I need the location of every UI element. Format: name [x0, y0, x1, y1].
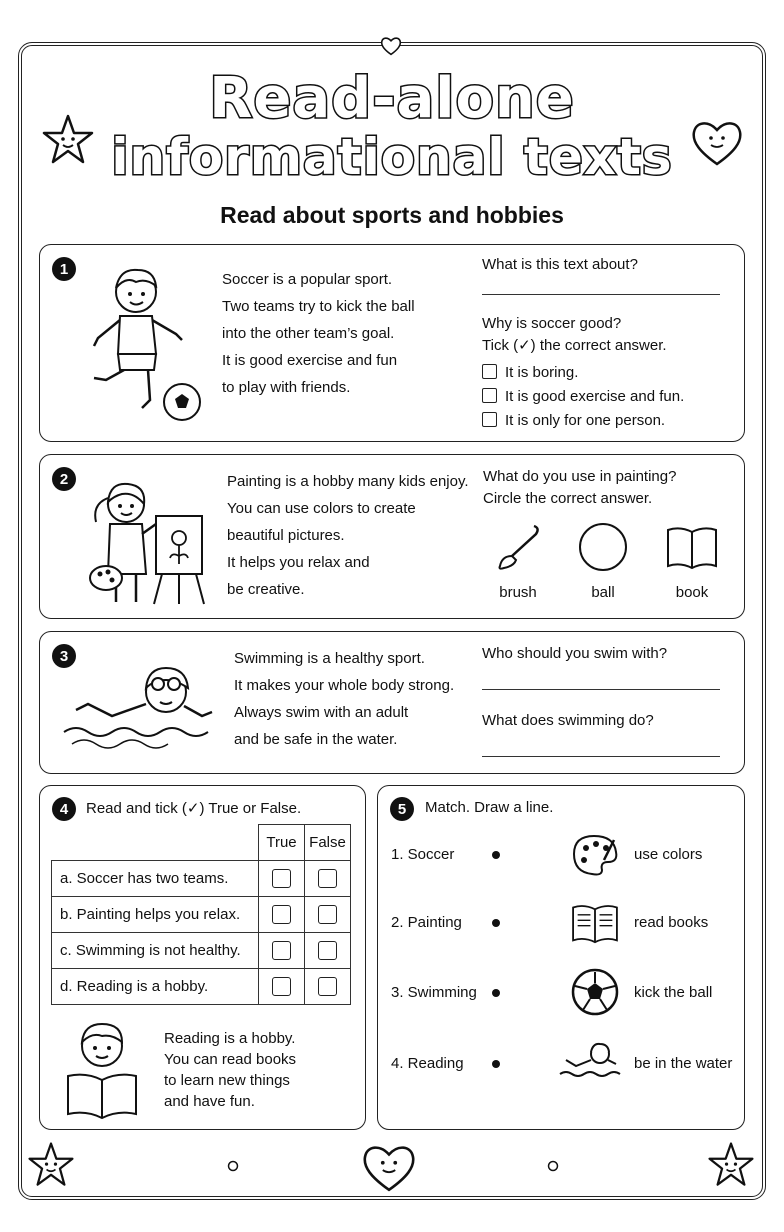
text-line: Swimming is a healthy sport. [234, 650, 425, 667]
column-header-false: False [305, 825, 351, 861]
choice-book-label: book [675, 584, 709, 601]
column-header-true: True [259, 825, 305, 861]
section-1-text [222, 266, 415, 401]
section-4-number: 4 [52, 797, 76, 821]
section-2-question: What do you use in painting? [483, 468, 677, 485]
decorative-circle-icon [227, 1160, 239, 1172]
page-subtitle: Read about sports and hobbies [220, 202, 564, 228]
painting-girl-illustration [82, 474, 212, 608]
text-line: and have fun. [164, 1093, 255, 1110]
section-5-number: 5 [390, 797, 414, 821]
checkbox[interactable] [482, 388, 497, 403]
section-1-instruction: Tick (✓) the correct answer. [482, 337, 667, 354]
checkbox[interactable] [318, 869, 337, 888]
match-dot[interactable] [492, 919, 500, 927]
true-cell[interactable] [259, 861, 305, 897]
table-corner [52, 825, 259, 861]
page-title-line2: informational texts [111, 128, 673, 186]
text-line: You can use colors to create [227, 500, 416, 517]
book-icon[interactable] [664, 524, 720, 570]
statement-cell: c. Swimming is not healthy. [52, 933, 259, 969]
false-cell[interactable] [305, 969, 351, 1005]
match-left-item: 4. Reading [391, 1055, 464, 1072]
true-false-table [51, 824, 351, 1005]
answer-line[interactable] [482, 689, 720, 690]
text-line: into the other team’s goal. [222, 325, 395, 342]
text-line: Painting is a hobby many kids enjoy. [227, 473, 469, 490]
section-1-question-2: Why is soccer good? [482, 315, 622, 332]
section-1-question-1: What is this text about? [482, 256, 638, 273]
option-checkbox-row[interactable] [482, 364, 578, 381]
star-doodle-icon [26, 1140, 76, 1190]
text-line: It is good exercise and fun [222, 352, 398, 369]
text-line: Reading is a hobby. [164, 1030, 296, 1047]
section-4-reading-text [164, 1028, 296, 1112]
table-row [52, 933, 351, 969]
swimming-boy-illustration [62, 654, 218, 754]
text-line: Two teams try to kick the ball [222, 298, 415, 315]
text-line: to play with friends. [222, 379, 351, 396]
option-checkbox-row[interactable] [482, 412, 665, 429]
section-2-number: 2 [52, 467, 76, 491]
checkbox[interactable] [318, 977, 337, 996]
section-3-text [234, 645, 454, 753]
checkbox[interactable] [272, 977, 291, 996]
brush-icon[interactable] [494, 522, 542, 572]
page-title-line1: Read-alone [209, 66, 575, 131]
checkbox[interactable] [482, 412, 497, 427]
soccer-ball-icon [571, 968, 619, 1016]
text-line: be creative. [227, 581, 305, 598]
true-cell[interactable] [259, 933, 305, 969]
true-cell[interactable] [259, 969, 305, 1005]
choice-ball-label: ball [591, 584, 615, 601]
false-cell[interactable] [305, 897, 351, 933]
section-5-heading: Match. Draw a line. [425, 799, 554, 816]
checkbox[interactable] [272, 905, 291, 924]
swimmer-icon [558, 1038, 622, 1084]
match-right-item: read books [634, 914, 709, 931]
section-1-number: 1 [52, 257, 76, 281]
checkbox[interactable] [482, 364, 497, 379]
false-cell[interactable] [305, 861, 351, 897]
section-2-text [227, 468, 469, 603]
text-line: Soccer is a popular sport. [222, 271, 393, 288]
statement-cell: b. Painting helps you relax. [52, 897, 259, 933]
open-book-icon [569, 902, 621, 944]
text-line: and be safe in the water. [234, 731, 398, 748]
table-row [52, 861, 351, 897]
section-4-heading: Read and tick (✓) True or False. [86, 800, 302, 817]
option-label: It is good exercise and fun. [505, 388, 685, 405]
small-heart-icon [380, 36, 402, 56]
true-cell[interactable] [259, 897, 305, 933]
match-dot[interactable] [492, 989, 500, 997]
section-2-instruction: Circle the correct answer. [483, 490, 653, 507]
section-3-number: 3 [52, 644, 76, 668]
text-line: It helps you relax and [227, 554, 370, 571]
star-doodle-icon [706, 1140, 756, 1190]
text-line: to learn new things [164, 1072, 290, 1089]
option-label: It is boring. [505, 364, 579, 381]
table-row [52, 897, 351, 933]
text-line: beautiful pictures. [227, 527, 345, 544]
option-checkbox-row[interactable] [482, 388, 684, 405]
table-row [52, 969, 351, 1005]
soccer-boy-illustration [88, 262, 198, 422]
checkbox[interactable] [318, 905, 337, 924]
text-line: You can read books [164, 1051, 297, 1068]
false-cell[interactable] [305, 933, 351, 969]
section-3-question-2: What does swimming do? [482, 712, 654, 729]
statement-cell: d. Reading is a hobby. [52, 969, 259, 1005]
text-line: Always swim with an adult [234, 704, 409, 721]
option-label: It is only for one person. [505, 412, 666, 429]
reading-boy-illustration [64, 1018, 142, 1118]
checkbox[interactable] [272, 941, 291, 960]
section-3-question-1: Who should you swim with? [482, 645, 668, 662]
text-line: It makes your whole body strong. [234, 677, 455, 694]
match-right-item: kick the ball [634, 984, 713, 1001]
match-left-item: 1. Soccer [391, 846, 455, 863]
match-right-item: use colors [634, 846, 703, 863]
answer-line[interactable] [482, 756, 720, 757]
heart-doodle-icon [358, 1142, 420, 1194]
decorative-circle-icon [547, 1160, 559, 1172]
match-dot[interactable] [492, 851, 500, 859]
palette-icon [570, 832, 620, 878]
match-dot[interactable] [492, 1060, 500, 1068]
answer-line[interactable] [482, 294, 720, 295]
match-right-item: be in the water [634, 1055, 733, 1072]
statement-cell: a. Soccer has two teams. [52, 861, 259, 897]
choice-brush-label: brush [499, 584, 537, 601]
checkbox[interactable] [318, 941, 337, 960]
checkbox[interactable] [272, 869, 291, 888]
ball-icon[interactable] [578, 522, 628, 572]
match-left-item: 3. Swimming [391, 984, 477, 1001]
match-left-item: 2. Painting [391, 914, 462, 931]
